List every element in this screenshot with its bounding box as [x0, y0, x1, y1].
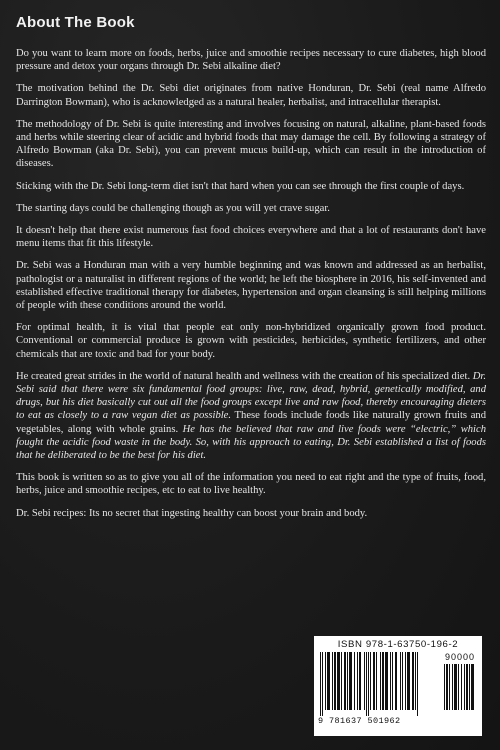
food-groups-text-1: He created great strides in the world of natural health and wellness with the creation of his specialized diet.: [16, 370, 473, 382]
paragraph-motivation: The motivation behind the Dr. Sebi diet originates from native Honduran, Dr. Sebi (real name Alfredo Darrington Bowman), who is acknowledged as a natural healer, herbalist, and intracellular therapist.: [16, 83, 486, 108]
barcode-ean-digits: 9 781637 501962: [318, 716, 401, 726]
paragraph-book-purpose: This book is written so as to give you all of the information you need to eat right and the type of fruits, food, herbs, juice and smoothie recipes, etc to eat to live healthy.: [16, 472, 486, 497]
paragraph-starting-days: The starting days could be challenging though as you will yet crave sugar.: [16, 202, 330, 214]
paragraph-fast-food: It doesn't help that there exist numerous fast food choices everywhere and that a lot of restaurants don't have menu items that fit this lifestyle.: [16, 225, 486, 250]
back-cover-text: [16, 14, 486, 529]
paragraph-biography: Dr. Sebi was a Honduran man with a very humble beginning and was known and addressed as an herbalist, pathologist or a naturalist in different regions of the world; he left the biosphere in 2016, his self-invented and established effective traditional therapy for diabetes, hypertension and organ cleansing is still helping millions of people with these conditions around the world.: [16, 260, 486, 312]
food-groups-italic-2: He has the believed that raw and live foods were “electric,” which fought the acidic food waste in the body. So, with his approach to eating, Dr. Sebi established a list of foods that he deliberated to be the best for his diet.: [16, 423, 486, 462]
isbn-number: ISBN 978-1-63750-196-2: [337, 639, 459, 650]
food-groups-italic-1: Dr. Sebi said that there were six fundamental food groups: live, raw, dead, hybrid, genetically modified, and drugs, but his diet basically cut out all the food groups except live and raw food, thereby encouraging dieters to eat as closely to a raw vegan diet as possible.: [16, 370, 486, 422]
paragraph-optimal-health: For optimal health, it is vital that people eat only non-hybridized organically grown food product. Conventional or commercial produce is grown with pesticides, herbicides, synthetic fertilizers, and other chemicals that are toxic and bad for your body.: [16, 322, 486, 360]
barcode-addon-number: 90000: [444, 652, 476, 662]
paragraph-food-groups: [16, 370, 486, 462]
paragraph-sticking: Sticking with the Dr. Sebi long-term diet isn't that hard when you can see through the first couple of days.: [16, 180, 465, 192]
food-groups-text-2: These foods include foods like naturally grown fruits and vegetables, along with whole grains.: [16, 410, 487, 435]
paragraph-intro: Do you want to learn more on foods, herbs, juice and smoothie recipes necessary to cure diabetes, high blood pressure and detox your organs through Dr. Sebi alkaline diet?: [16, 48, 486, 73]
isbn-barcode: [314, 636, 482, 736]
paragraph-recipes: Dr. Sebi recipes: Its no secret that ingesting healthy can boost your brain and body.: [16, 507, 368, 519]
paragraph-methodology: The methodology of Dr. Sebi is quite interesting and involves focusing on natural, alkaline, plant-based foods and herbs while steering clear of acidic and hybrid foods that may damage the cell. By following a strategy of Alfredo Bowman (aka Dr. Sebi), you can prevent mucus build-up, which can result in the introduction of diseases.: [16, 118, 486, 170]
page-title: About The Book: [16, 14, 135, 31]
addon-barcode-bars: [442, 664, 478, 716]
barcode-graphic: [318, 652, 478, 726]
ean-barcode-bars: [318, 652, 436, 716]
